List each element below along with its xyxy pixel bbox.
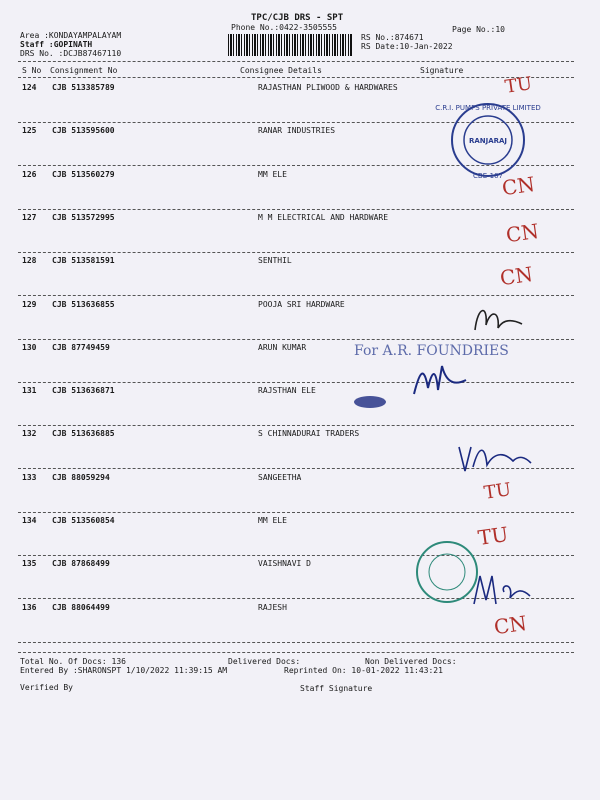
table-row [0, 386, 600, 396]
row-consignee: RANAR INDUSTRIES [258, 126, 336, 136]
total-docs: Total No. Of Docs: 136 [20, 657, 126, 666]
handwritten-status-mark: TU [503, 73, 534, 98]
divider [18, 652, 574, 653]
divider [18, 425, 574, 426]
rs-number: RS No.:874671 [361, 33, 424, 42]
table-row [0, 516, 600, 550]
divider [18, 61, 574, 62]
staff-label: Staff : [20, 40, 54, 49]
col-consignee: Consignee Details [240, 66, 322, 75]
row-consignee: RAJESH [258, 602, 287, 612]
col-consignment: Consignment No [50, 66, 118, 75]
divider [18, 77, 574, 78]
handwritten-signature [470, 570, 540, 610]
row-sno: 124 [22, 83, 37, 92]
page-number: Page No.:10 [452, 25, 505, 34]
handwritten-status-mark: CN [504, 218, 541, 248]
entered-by: Entered By :SHARONSPT 1/10/2022 11:39:15 AM [20, 666, 228, 675]
row-sno: 131 [22, 386, 37, 396]
table-row [0, 343, 600, 353]
company-stamp [435, 100, 541, 180]
row-consignment: CJB 513636871 [52, 386, 115, 396]
non-delivered-docs: Non Delivered Docs: [365, 657, 457, 666]
stamp-signer-text: RANJARAJ [468, 137, 508, 145]
phone-number: Phone No.:0422-3505555 [231, 23, 337, 32]
row-consignment: CJB 513385789 [52, 83, 115, 92]
barcode [228, 34, 352, 56]
row-sno: 136 [22, 602, 37, 612]
divider [18, 555, 574, 556]
handwritten-status-mark: CN [492, 610, 529, 639]
row-consignee: ARUN KUMAR [258, 342, 307, 352]
drs-field [20, 49, 121, 59]
table-row [0, 559, 600, 569]
row-consignee: RAJSTHAN ELE [258, 386, 316, 396]
area-value: KONDAYAMPALAYAM [48, 31, 122, 40]
rs-date: RS Date:10-Jan-2022 [361, 42, 453, 51]
row-consignee: RAJASTHAN PLIWOOD & HARDWARES [258, 83, 398, 92]
row-consignee: MM ELE [258, 516, 287, 525]
divider [18, 642, 574, 643]
ink-smudge [350, 392, 390, 412]
area-label: Area : [20, 31, 49, 40]
row-sno: 129 [22, 299, 37, 309]
row-sno: 125 [22, 126, 37, 136]
row-consignment: CJB 513636885 [52, 429, 115, 439]
row-consignment: CJB 88064499 [52, 602, 110, 612]
col-sno: S No [22, 66, 42, 75]
table-row [0, 256, 600, 291]
row-consignment: CJB 88059294 [52, 472, 110, 482]
row-consignment: CJB 513572995 [52, 212, 115, 222]
row-consignment: CJB 513595600 [52, 126, 115, 136]
table-row [0, 73, 600, 98]
staff-signature-label: Staff Signature [300, 684, 373, 693]
divider [18, 209, 574, 210]
row-sno: 132 [22, 429, 37, 439]
drs-label: DRS No. : [20, 49, 64, 58]
document-title: TPC/CJB DRS - SPT [251, 13, 344, 23]
row-sno: 128 [22, 256, 37, 266]
handwritten-status-mark: CN [500, 171, 537, 200]
row-consignee: M M ELECTRICAL AND HARDWARE [258, 212, 389, 222]
row-consignee: S CHINNADURAI TRADERS [258, 429, 360, 439]
row-consignment: CJB 513581591 [52, 256, 115, 266]
divider [18, 252, 574, 253]
staff-value: GOPINATH [53, 40, 93, 49]
table-row [0, 212, 600, 248]
handwritten-status-mark: TU [476, 522, 510, 550]
drs-value: DCJB87467110 [63, 49, 122, 58]
row-consignee: MM ELE [258, 169, 287, 179]
col-signature: Signature [420, 66, 464, 75]
handwritten-signature [455, 437, 535, 475]
row-sno: 135 [22, 559, 37, 569]
row-sno: 133 [22, 472, 37, 482]
handwritten-signature [470, 300, 530, 340]
stamp-city-text: CBE-107 [473, 172, 503, 180]
handwritten-status-mark: TU [482, 478, 513, 504]
delivered-docs: Delivered Docs: [228, 657, 301, 666]
divider [18, 512, 574, 513]
row-consignee: SENTHIL [258, 256, 292, 266]
foundry-stamp: For A.R. FOUNDRIES [354, 343, 509, 359]
row-consignment: CJB 513560279 [52, 169, 115, 179]
divider [18, 295, 574, 296]
row-consignment: CJB 87868499 [52, 559, 110, 569]
row-sno: 134 [22, 516, 37, 525]
row-consignee: POOJA SRI HARDWARE [258, 299, 345, 309]
divider [18, 382, 574, 383]
row-consignment: CJB 87749459 [52, 342, 110, 352]
verified-by: Verified By [20, 683, 73, 692]
row-consignment: CJB 513636855 [52, 299, 115, 309]
row-consignee: SANGEETHA [258, 472, 302, 482]
row-sno: 130 [22, 342, 37, 352]
row-consignment: CJB 513560854 [52, 516, 115, 525]
handwritten-status-mark: CN [498, 262, 535, 291]
handwritten-signature [410, 360, 470, 400]
stamp-company-text: C.R.I. PUMPS PRIVATE LIMITED [435, 104, 541, 112]
reprinted-on: Reprinted On: 10-01-2022 11:43:21 [284, 666, 443, 675]
row-consignee: VAISHNAVI D [258, 559, 311, 569]
row-sno: 126 [22, 169, 37, 179]
row-sno: 127 [22, 212, 37, 222]
